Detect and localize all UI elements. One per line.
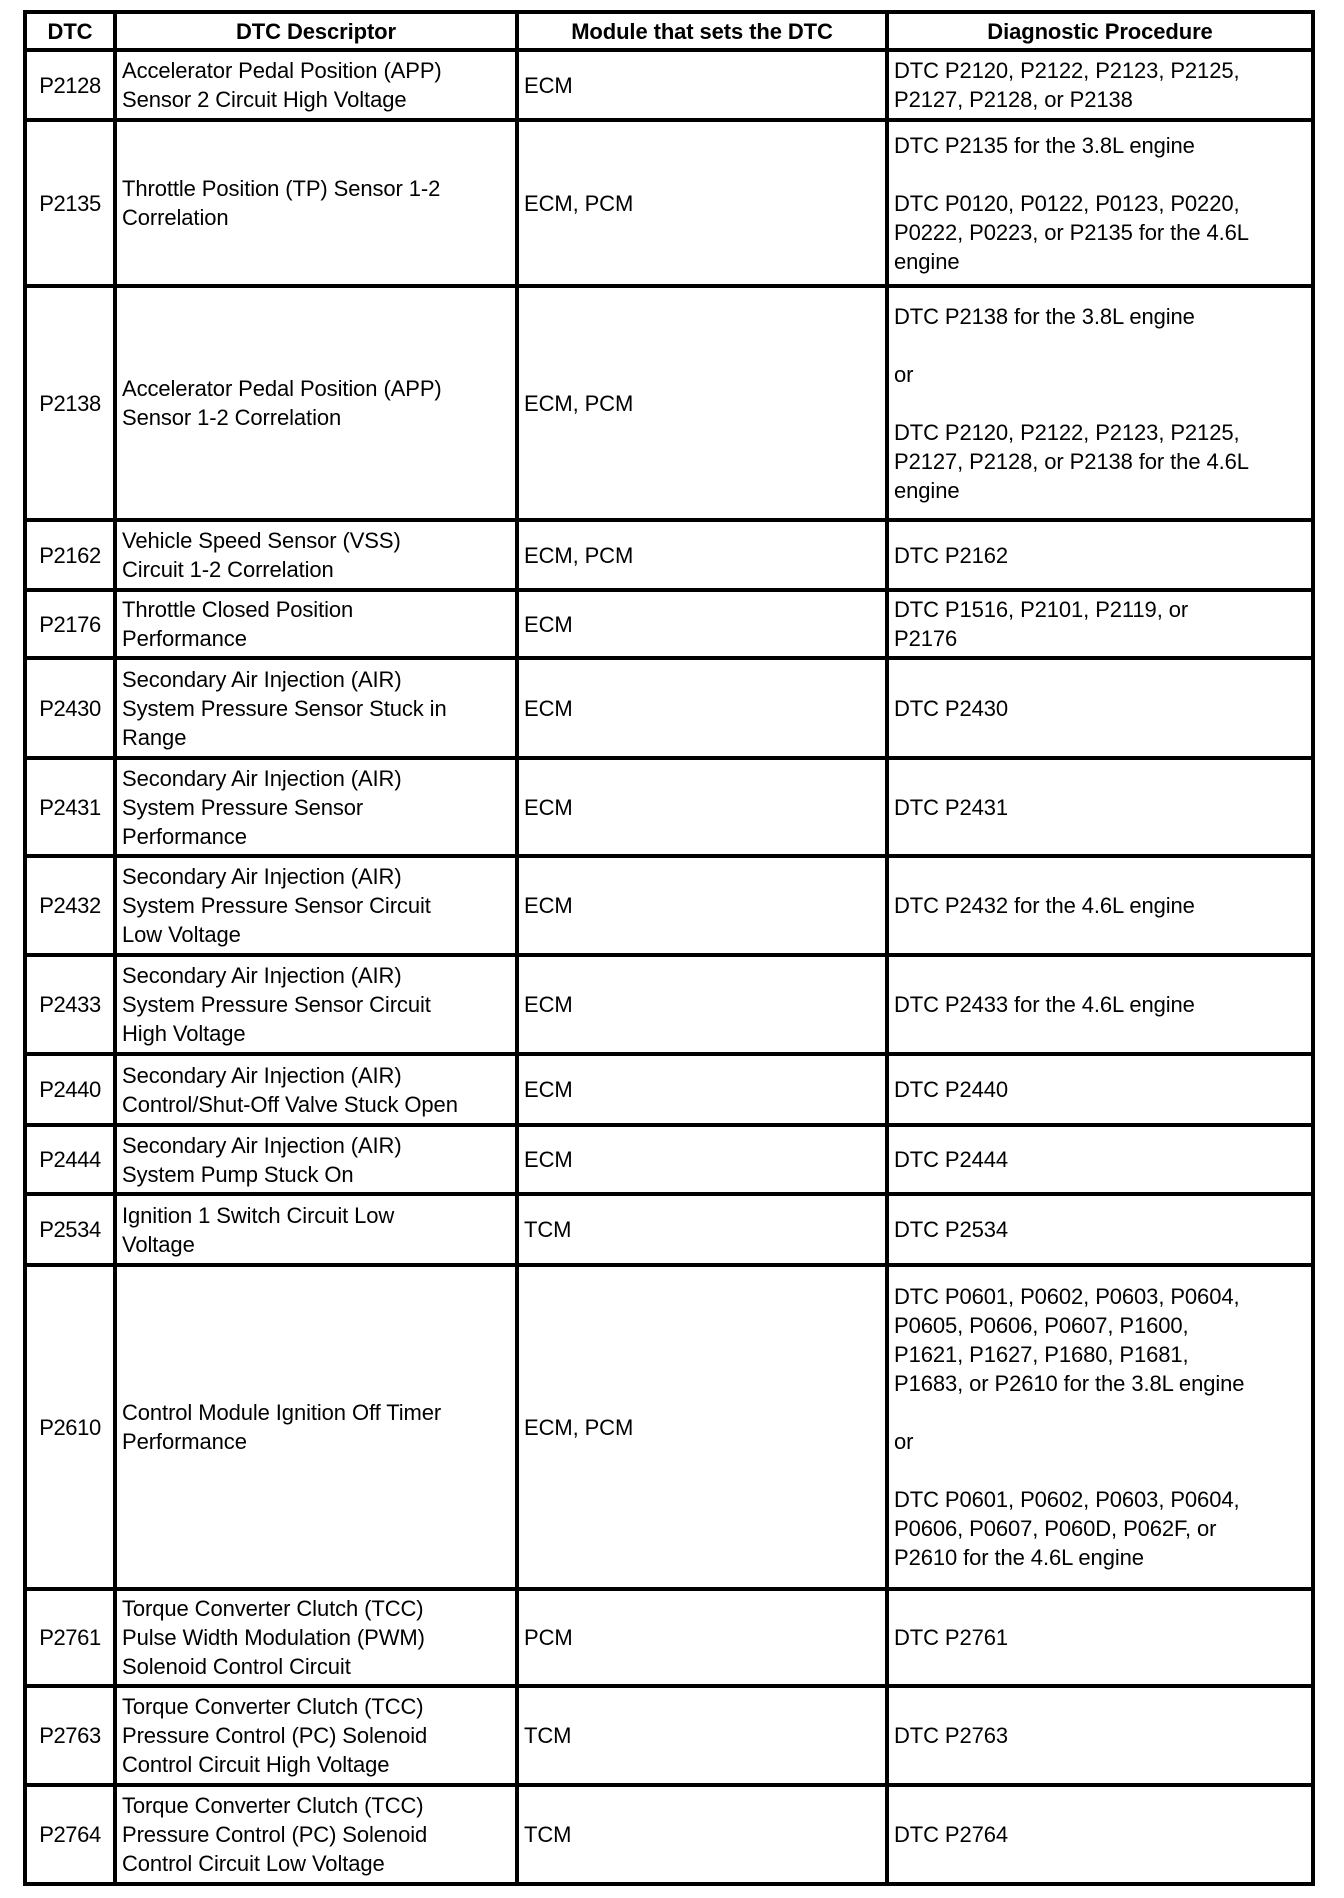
procedure-line: DTC P2120, P2122, P2123, P2125,	[894, 58, 1240, 83]
dtc-code-cell: P2135	[25, 120, 115, 286]
descriptor-line: Pulse Width Modulation (PWM)	[122, 1625, 425, 1650]
module-cell: ECM	[517, 758, 887, 856]
table-row	[25, 955, 1313, 1054]
descriptor-line: Throttle Position (TP) Sensor 1-2	[122, 176, 441, 201]
diagnostic-procedure-cell	[887, 856, 1313, 955]
procedure-line: DTC P2763	[894, 1723, 1009, 1748]
header-descriptor: DTC Descriptor	[115, 12, 517, 50]
descriptor-line: Accelerator Pedal Position (APP)	[122, 58, 442, 83]
table-row	[25, 1785, 1313, 1884]
descriptor-line: Throttle Closed Position	[122, 597, 354, 622]
dtc-code-cell: P2610	[25, 1265, 115, 1589]
procedure-line: DTC P2138 for the 3.8L engine	[894, 303, 1195, 329]
paragraph-gap	[894, 1398, 1307, 1427]
procedure-line: engine	[894, 248, 960, 274]
dtc-descriptor-cell	[115, 1194, 517, 1265]
table-row	[25, 520, 1313, 590]
header-module: Module that sets the DTC	[517, 12, 887, 50]
module-cell: ECM	[517, 1125, 887, 1194]
dtc-code-cell: P2162	[25, 520, 115, 590]
procedure-line: P1621, P1627, P1680, P1681,	[894, 1342, 1189, 1367]
descriptor-line: Performance	[122, 626, 247, 651]
procedure-line: engine	[894, 477, 960, 503]
procedure-line: P0605, P0606, P0607, P1600,	[894, 1313, 1189, 1338]
diagnostic-procedure-cell	[887, 758, 1313, 856]
descriptor-line: Secondary Air Injection (AIR)	[122, 963, 402, 988]
procedure-line: DTC P2430	[894, 695, 1009, 721]
dtc-code-cell: P2433	[25, 955, 115, 1054]
descriptor-line: Torque Converter Clutch (TCC)	[122, 1793, 424, 1818]
module-cell: ECM	[517, 856, 887, 955]
procedure-line: P2176	[894, 626, 958, 651]
procedure-line: P0606, P0607, P060D, P062F, or	[894, 1516, 1217, 1541]
descriptor-line: Secondary Air Injection (AIR)	[122, 864, 402, 889]
descriptor-line: High Voltage	[122, 1021, 246, 1046]
procedure-line: or	[894, 361, 914, 387]
diagnostic-procedure-cell	[887, 1054, 1313, 1125]
dtc-descriptor-cell	[115, 286, 517, 520]
procedure-line: DTC P2135 for the 3.8L engine	[894, 132, 1195, 158]
dtc-table	[23, 10, 1315, 1886]
header-dtc: DTC	[25, 12, 115, 50]
procedure-line: P0222, P0223, or P2135 for the 4.6L	[894, 219, 1249, 245]
descriptor-line: Secondary Air Injection (AIR)	[122, 765, 402, 791]
procedure-line: DTC P0601, P0602, P0603, P0604,	[894, 1284, 1240, 1309]
dtc-descriptor-cell	[115, 120, 517, 286]
module-cell: ECM	[517, 658, 887, 758]
procedure-line: P1683, or P2610 for the 3.8L engine	[894, 1371, 1245, 1396]
procedure-line: DTC P2440	[894, 1077, 1009, 1102]
table-row	[25, 1054, 1313, 1125]
dtc-descriptor-cell	[115, 1265, 517, 1589]
descriptor-line: Control/Shut-Off Valve Stuck Open	[122, 1091, 458, 1117]
dtc-descriptor-cell	[115, 1589, 517, 1686]
descriptor-line: Control Circuit High Voltage	[122, 1752, 390, 1777]
procedure-line: P2610 for the 4.6L engine	[894, 1545, 1144, 1570]
descriptor-line: Pressure Control (PC) Solenoid	[122, 1822, 428, 1847]
dtc-descriptor-cell	[115, 758, 517, 856]
diagnostic-procedure-cell	[887, 658, 1313, 758]
table-row	[25, 658, 1313, 758]
dtc-code-cell: P2440	[25, 1054, 115, 1125]
dtc-code-cell: P2128	[25, 50, 115, 120]
table-row	[25, 1265, 1313, 1589]
dtc-code-cell: P2431	[25, 758, 115, 856]
descriptor-line: Low Voltage	[122, 922, 241, 947]
descriptor-line: Accelerator Pedal Position (APP)	[122, 376, 442, 401]
module-cell: TCM	[517, 1785, 887, 1884]
descriptor-line: Ignition 1 Switch Circuit Low	[122, 1202, 395, 1228]
module-cell: ECM, PCM	[517, 1265, 887, 1589]
procedure-line: DTC P0120, P0122, P0123, P0220,	[894, 190, 1240, 216]
module-cell: ECM, PCM	[517, 120, 887, 286]
diagnostic-procedure-cell	[887, 1265, 1313, 1589]
descriptor-line: Performance	[122, 823, 247, 849]
diagnostic-procedure-cell	[887, 955, 1313, 1054]
table-row	[25, 1125, 1313, 1194]
diagnostic-procedure-cell	[887, 1785, 1313, 1884]
dtc-code-cell: P2432	[25, 856, 115, 955]
descriptor-line: Control Module Ignition Off Timer	[122, 1400, 442, 1425]
descriptor-line: Correlation	[122, 205, 229, 230]
descriptor-line: Performance	[122, 1429, 247, 1454]
module-cell: ECM, PCM	[517, 286, 887, 520]
dtc-code-cell: P2176	[25, 590, 115, 658]
table-row	[25, 50, 1313, 120]
dtc-code-cell: P2430	[25, 658, 115, 758]
descriptor-line: Solenoid Control Circuit	[122, 1654, 351, 1679]
dtc-descriptor-cell	[115, 1125, 517, 1194]
descriptor-line: Sensor 1-2 Correlation	[122, 405, 342, 430]
descriptor-line: Sensor 2 Circuit High Voltage	[122, 87, 407, 112]
header-procedure: Diagnostic Procedure	[887, 12, 1313, 50]
dtc-descriptor-cell	[115, 658, 517, 758]
procedure-line: DTC P2432 for the 4.6L engine	[894, 893, 1195, 918]
module-cell: TCM	[517, 1194, 887, 1265]
module-cell: ECM	[517, 50, 887, 120]
descriptor-line: Secondary Air Injection (AIR)	[122, 666, 402, 692]
dtc-descriptor-cell	[115, 1686, 517, 1785]
descriptor-line: Vehicle Speed Sensor (VSS)	[122, 528, 401, 553]
module-cell: TCM	[517, 1686, 887, 1785]
diagnostic-procedure-cell	[887, 286, 1313, 520]
diagnostic-procedure-cell	[887, 50, 1313, 120]
procedure-line: DTC P2433 for the 4.6L engine	[894, 992, 1195, 1017]
descriptor-line: Torque Converter Clutch (TCC)	[122, 1596, 424, 1621]
dtc-descriptor-cell	[115, 1054, 517, 1125]
dtc-descriptor-cell	[115, 1785, 517, 1884]
diagnostic-procedure-cell	[887, 520, 1313, 590]
descriptor-line: System Pump Stuck On	[122, 1161, 354, 1187]
descriptor-line: Secondary Air Injection (AIR)	[122, 1062, 402, 1088]
diagnostic-procedure-cell	[887, 1589, 1313, 1686]
table-row	[25, 1194, 1313, 1265]
paragraph-gap	[894, 389, 1307, 418]
dtc-code-cell: P2763	[25, 1686, 115, 1785]
module-cell: ECM	[517, 955, 887, 1054]
dtc-code-cell: P2444	[25, 1125, 115, 1194]
descriptor-line: Pressure Control (PC) Solenoid	[122, 1723, 428, 1748]
table-row	[25, 1589, 1313, 1686]
header-row	[25, 12, 1313, 50]
table-row	[25, 590, 1313, 658]
paragraph-gap	[894, 1456, 1307, 1485]
procedure-line: or	[894, 1429, 914, 1454]
dtc-code-cell: P2764	[25, 1785, 115, 1884]
paragraph-gap	[894, 160, 1307, 189]
dtc-descriptor-cell	[115, 50, 517, 120]
procedure-line: DTC P1516, P2101, P2119, or	[894, 597, 1189, 622]
dtc-code-cell: P2761	[25, 1589, 115, 1686]
descriptor-line: Control Circuit Low Voltage	[122, 1851, 385, 1876]
diagnostic-procedure-cell	[887, 1686, 1313, 1785]
descriptor-line: System Pressure Sensor	[122, 794, 364, 820]
descriptor-line: Torque Converter Clutch (TCC)	[122, 1694, 424, 1719]
module-cell: PCM	[517, 1589, 887, 1686]
dtc-code-cell: P2534	[25, 1194, 115, 1265]
table-row	[25, 120, 1313, 286]
dtc-descriptor-cell	[115, 590, 517, 658]
paragraph-gap	[894, 331, 1307, 360]
diagnostic-procedure-cell	[887, 590, 1313, 658]
descriptor-line: Voltage	[122, 1231, 195, 1257]
procedure-line: DTC P2764	[894, 1822, 1009, 1847]
diagnostic-procedure-cell	[887, 1194, 1313, 1265]
descriptor-line: Circuit 1-2 Correlation	[122, 557, 334, 582]
module-cell: ECM	[517, 1054, 887, 1125]
table-row	[25, 1686, 1313, 1785]
procedure-line: DTC P0601, P0602, P0603, P0604,	[894, 1487, 1240, 1512]
table-row	[25, 758, 1313, 856]
table-row	[25, 286, 1313, 520]
procedure-line: DTC P2761	[894, 1625, 1009, 1650]
procedure-line: P2127, P2128, or P2138 for the 4.6L	[894, 448, 1249, 474]
procedure-line: DTC P2120, P2122, P2123, P2125,	[894, 419, 1240, 445]
procedure-line: DTC P2444	[894, 1147, 1009, 1172]
dtc-code-cell: P2138	[25, 286, 115, 520]
descriptor-line: Secondary Air Injection (AIR)	[122, 1132, 402, 1158]
diagnostic-procedure-cell	[887, 1125, 1313, 1194]
procedure-line: DTC P2162	[894, 542, 1009, 568]
procedure-line: DTC P2431	[894, 794, 1009, 820]
table-body	[25, 50, 1313, 1884]
descriptor-line: System Pressure Sensor Circuit	[122, 992, 431, 1017]
table-row	[25, 856, 1313, 955]
module-cell: ECM	[517, 590, 887, 658]
dtc-descriptor-cell	[115, 856, 517, 955]
procedure-line: P2127, P2128, or P2138	[894, 87, 1133, 112]
procedure-line: DTC P2534	[894, 1217, 1009, 1242]
descriptor-line: Range	[122, 724, 187, 750]
dtc-descriptor-cell	[115, 520, 517, 590]
diagnostic-procedure-cell	[887, 120, 1313, 286]
descriptor-line: System Pressure Sensor Circuit	[122, 893, 431, 918]
module-cell: ECM, PCM	[517, 520, 887, 590]
descriptor-line: System Pressure Sensor Stuck in	[122, 695, 447, 721]
dtc-descriptor-cell	[115, 955, 517, 1054]
